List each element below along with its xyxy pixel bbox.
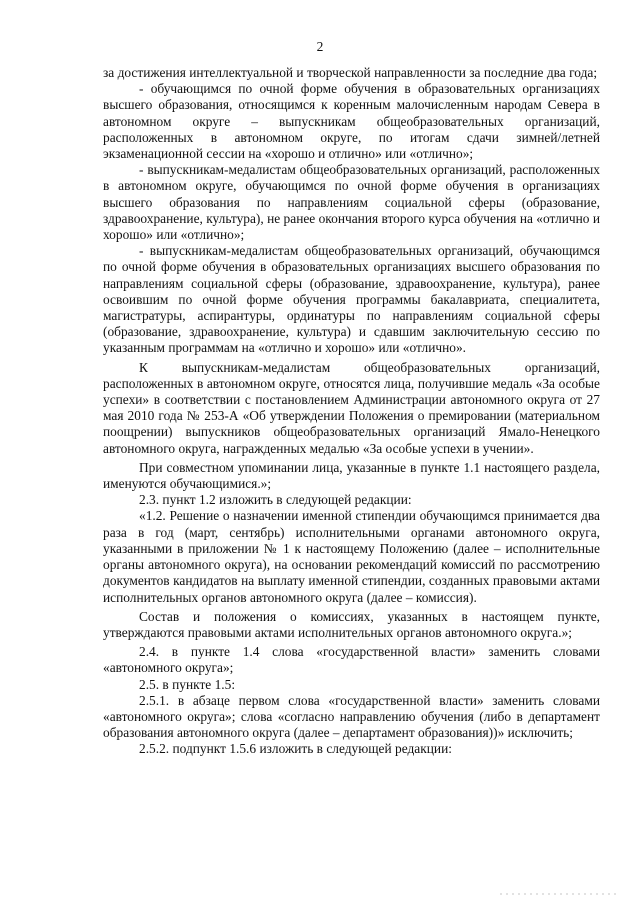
paragraph-item-1-2: «1.2. Решение о назначении именной стипендии обучающимся принимается два раза в год (март, сентябрь) исполнительными органами автономного округа, указанными в приложении № 1 к настоящему Положению (далее – исполнительные органы автономного округа), на основании рекомендаций комиссий по рассмотрению документов кандидатов на выплату именной стипендии, созданных правовыми актами исполнительных органов автономного округа (далее – комиссия). [103,508,600,605]
paragraph-item-2-5: 2.5. в пункте 1.5: [139,676,236,692]
paragraph-joint-mention: При совместном упоминании лица, указанные в пункте 1.1 настоящего раздела, именуются обучающимися.»; [103,459,600,492]
paragraph-medalists-definition: К выпускникам-медалистам общеобразовательных организаций, расположенных в автономном округе, относятся лица, получившие медаль «За особые успехи» в соответствии с постановлением Администрации автономного округа от 27 мая 2010 года № 253-А «Об утверждении Положения о премировании (материальном поощрении) выпускников общеобразовательных организаций Ямало-Ненецкого автономного округа, награжденных медалью «За особые успехи в учении». [103,359,600,456]
paragraph-item-2-5-2: 2.5.2. подпункт 1.5.6 изложить в следующей редакции: [139,741,452,757]
document-body [103,65,600,758]
scan-artifact [498,891,618,897]
list-item-medalists-higher-education: - выпускникам-медалистам общеобразовательных организаций, расположенных в автономном округе, обучающимся по очной форме обучения в организациях высшего образования по направлениям социальной сферы (образование, здравоохранение, культура), не ранее окончания второго курса обучения на «отлично и хорошо» или «отлично»; [103,162,600,243]
paragraph-item-2-5-1: 2.5.1. в абзаце первом слова «государственной власти» заменить словами «автономного округа»; слова «согласно направлению обучения (либо в департамент образования автономного округа (далее – департамент образования))» исключить; [103,692,600,741]
paragraph-item-2-3: 2.3. пункт 1.2 изложить в следующей редакции: [139,492,412,508]
page-number: 2 [316,39,324,54]
paragraph-continuation: за достижения интеллектуальной и творческой направленности за последние два года; [103,65,598,80]
paragraph-commissions: Состав и положения о комиссиях, указанных в настоящем пункте, утверждаются правовыми актами исполнительных органов автономного округа.»; [103,608,600,640]
paragraph-item-2-4: 2.4. в пункте 1.4 слова «государственной власти» заменить словами «автономного округа»; [103,644,600,676]
list-item-indigenous-students: - обучающимся по очной форме обучения в образовательных организациях высшего образования, относящимся к коренным малочисленным народам Севера в автономном округе – выпускникам общеобразовательных организаций, расположенных в автономном округе, по итогам сдачи зимней/летней экзаменационной сессии на «хорошо и отлично» или «отлично»; [103,81,600,162]
list-item-medalists-graduates: - выпускникам-медалистам общеобразовательных организаций, обучающимся по очной форме обучения в образовательных организациях высшего образования по направлениям социальной сферы (образование, здравоохранение, культура), ранее освоившим по очной форме обучения программы бакалавриата, специалитета, магистратуры, аспирантуры, ординатуры по направлениям социальной сферы (образование, здравоохранение, культура) и сдавшим заключительную сессию по указанным программам на «отлично и хорошо» или «отлично». [103,243,600,356]
